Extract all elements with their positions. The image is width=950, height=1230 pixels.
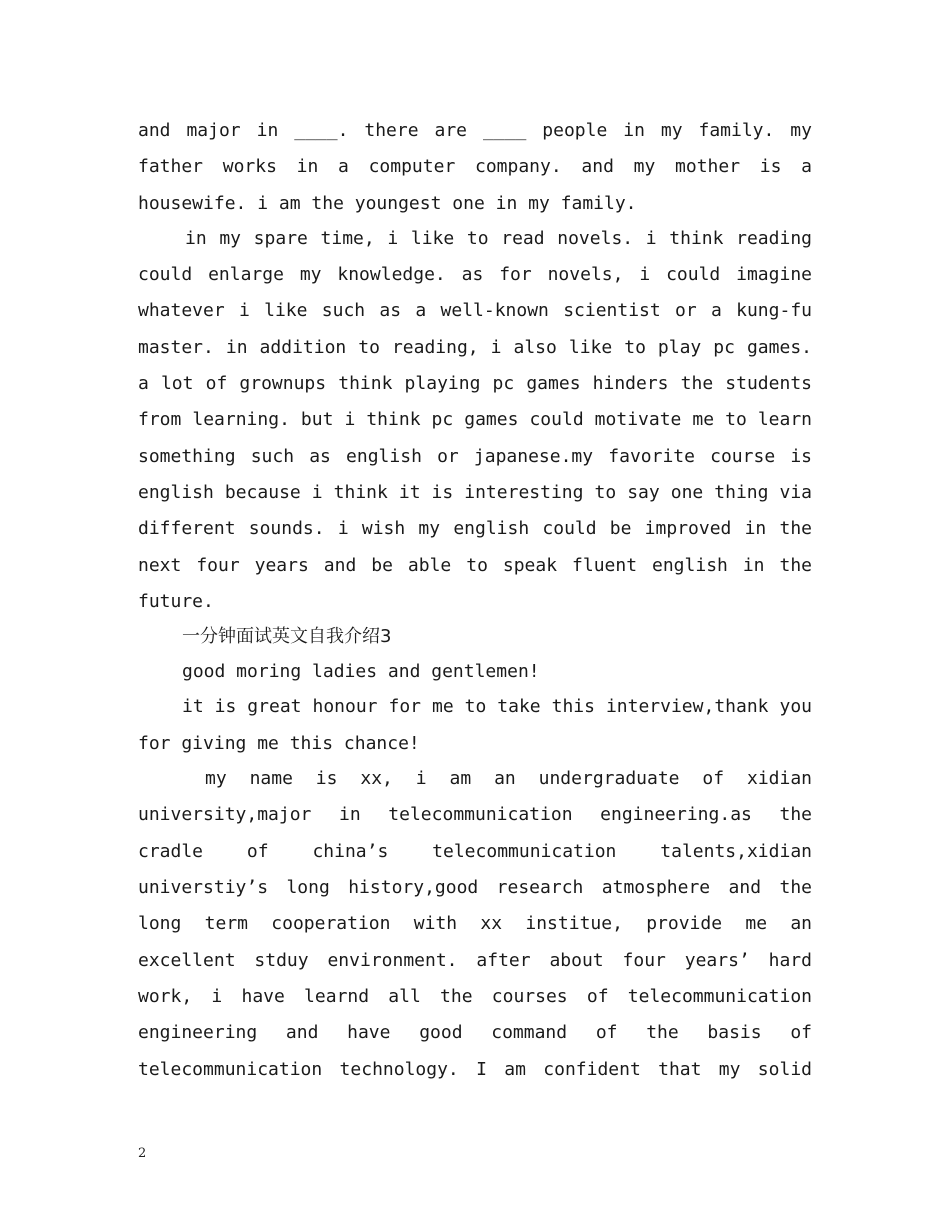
text-line: it is great honour for me to take this interview,thank you [182,696,812,717]
text-line: a lot of grownups think playing pc games hinders the students [138,373,812,394]
text-line: long term cooperation with xx institue, provide me an [138,913,812,934]
text-line: work, i have learnd all the courses of telecommunication [138,986,812,1007]
section-heading: 一分钟面试英文自我介绍3 [182,626,392,647]
page-number: 2 [138,1146,147,1161]
text-line: next four years and be able to speak fluent english in the [138,555,812,576]
text-line: good moring ladies and gentlemen! [182,661,540,682]
text-line: future. [138,591,214,612]
text-line: telecommunication technology. I am confident that my solid [138,1059,812,1080]
text-line: english because i think it is interesting to say one thing via [138,482,812,503]
text-line: university,major in telecommunication engineering.as the [138,804,812,825]
text-line: for giving me this chance! [138,733,420,754]
text-line: master. in addition to reading, i also like to play pc games. [138,337,812,358]
text-line: excellent stduy environment. after about four years’ hard [138,950,812,971]
text-line: my name is xx, i am an undergraduate of xidian [205,768,812,789]
text-line: cradle of china’s telecommunication talents,xidian [138,841,812,862]
text-line: and major in ____. there are ____ people in my family. my [138,120,812,141]
text-line: could enlarge my knowledge. as for novels, i could imagine [138,264,812,285]
text-line: universtiy’s long history,good research atmosphere and the [138,877,812,898]
text-line: from learning. but i think pc games could motivate me to learn [138,409,812,430]
text-line: engineering and have good command of the basis of [138,1022,812,1043]
text-line: different sounds. i wish my english could be improved in the [138,518,812,539]
text-line: housewife. i am the youngest one in my family. [138,193,637,214]
text-line: something such as english or japanese.my favorite course is [138,446,812,467]
text-line: in my spare time, i like to read novels. i think reading [185,228,812,249]
text-line: father works in a computer company. and my mother is a [138,156,812,177]
text-line: whatever i like such as a well-known scientist or a kung-fu [138,300,812,321]
